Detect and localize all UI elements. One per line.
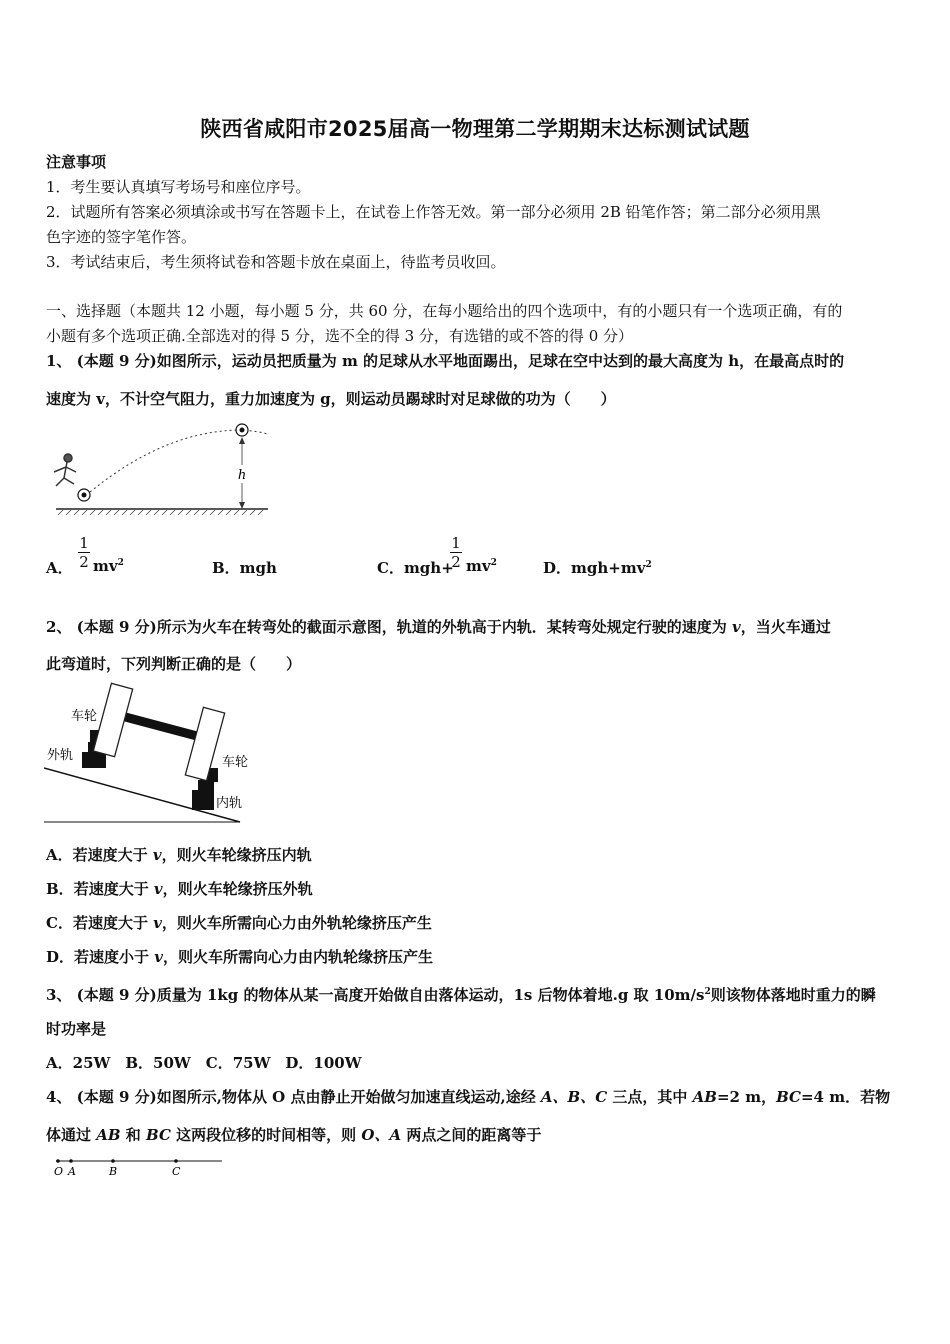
- label-outer-rail: 外轨: [47, 748, 74, 763]
- wheel-right: [185, 707, 224, 780]
- q3-line1: 3、 (本题 9 分)质量为 1kg 的物体从某一高度开始做自由落体运动，1s 后物体着地.g 取 $10m/s^2$则该物体落地时重力的瞬: [46, 986, 876, 1004]
- q2-optB: B．若速度大于 v，则火车轮缘挤压外轨: [46, 880, 313, 898]
- section1-line2: 小题有多个选项正确.全部选对的得 5 分，选不全的得 3 分，有选错的或不答的得 0 分）: [46, 327, 634, 345]
- point-A-dot: [69, 1159, 73, 1163]
- q2-figure-train: [44, 682, 254, 827]
- label-inner-rail: 内轨: [216, 796, 243, 811]
- label-wheel-right: 车轮: [222, 755, 249, 770]
- player-icon: [54, 454, 76, 486]
- height-label: h: [237, 468, 247, 483]
- q2-optA: A．若速度大于 v，则火车轮缘挤压内轨: [46, 846, 312, 864]
- q2-line1: 2、 (本题 9 分)所示为火车在转弯处的截面示意图，轨道的外轨高于内轨．某转弯处规定行驶的速度为 v，当火车通过: [46, 618, 831, 636]
- q1-optD: D．$mgh+mv^2$: [543, 559, 652, 577]
- point-C-dot: [174, 1159, 178, 1163]
- point-B-dot: [111, 1159, 115, 1163]
- notice-item-2: 2．试题所有答案必须填涂或书写在答题卡上，在试卷上作答无效。第一部分必须用 2B 铅笔作答；第二部分必须用黑: [46, 203, 821, 221]
- fraction-numerator: 1: [79, 534, 89, 552]
- q2-line2: 此弯道时，下列判断正确的是（ ）: [46, 655, 302, 673]
- q1-figure-football: [46, 420, 272, 518]
- notice-item-2-cont: 色字迹的签字笔作答。: [46, 228, 197, 246]
- q3-options: A．25W B．50W C．75W D．100W: [46, 1054, 362, 1072]
- page-title: 陕西省咸阳市2025届高一物理第二学期期末达标测试试题: [200, 117, 750, 141]
- q1-line2: 速度为 v，不计空气阻力，重力加速度为 g，则运动员踢球时对足球做的功为（ ）: [46, 390, 616, 408]
- q1-optC-fraction: [449, 534, 463, 571]
- q2-optC: C．若速度大于 v，则火车所需向心力由外轨轮缘挤压产生: [46, 914, 432, 932]
- point-O-label: O: [54, 1165, 64, 1178]
- section1-line1: 一、选择题（本题共 12 小题，每小题 5 分，共 60 分，在每小题给出的四个选项中，有的小题只有一个选项正确，有的: [46, 302, 843, 320]
- q1-optA-fraction: [77, 534, 91, 571]
- q1-line1: 1、 (本题 9 分)如图所示，运动员把质量为 m 的足球从水平地面踢出，足球在空中达到的最大高度为 h，在最高点时的: [46, 352, 845, 370]
- point-A-label: A: [68, 1165, 76, 1178]
- q4-line1: 4、 (本题 9 分)如图所示,物体从 O 点由静止开始做匀加速直线运动,途经 A、B、C 三点，其中 AB=2 m，BC=4 m．若物: [46, 1088, 891, 1106]
- q2-optD: D．若速度小于 v，则火车所需向心力由内轨轮缘挤压产生: [46, 948, 433, 966]
- label-wheel-top: 车轮: [71, 709, 98, 724]
- notice-heading: 注意事项: [46, 153, 107, 171]
- point-O-dot: [56, 1159, 60, 1163]
- q1-optC-label: C．mgh+: [377, 559, 454, 577]
- notice-item-1: 1．考生要认真填写考场号和座位序号。: [46, 178, 311, 196]
- notice-item-3: 3．考试结束后，考生须将试卷和答题卡放在桌面上，待监考员收回。: [46, 253, 506, 271]
- fraction-numerator: 1: [451, 534, 461, 552]
- point-B-label: B: [109, 1165, 118, 1178]
- q4-line2: 体通过 AB 和 BC 这两段位移的时间相等，则 O、A 两点之间的距离等于: [46, 1126, 542, 1144]
- ground-hatching: [58, 510, 263, 515]
- q1-optC-text: $mv^2$: [466, 557, 497, 575]
- q1-optA-label: A．: [46, 559, 73, 577]
- point-C-label: C: [172, 1165, 181, 1178]
- q4-figure-line: [46, 1152, 226, 1182]
- q3-line2: 时功率是: [46, 1020, 107, 1038]
- q1-optA-text: $mv^2$: [93, 557, 124, 575]
- fraction-denominator: 2: [79, 553, 89, 571]
- fraction-denominator: 2: [451, 553, 461, 571]
- q1-optB: B．mgh: [212, 559, 277, 577]
